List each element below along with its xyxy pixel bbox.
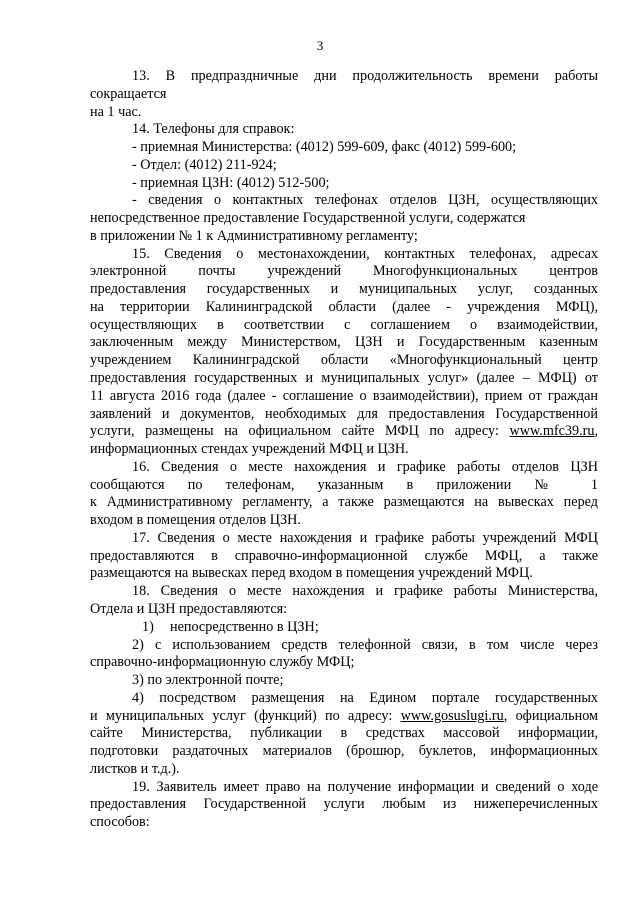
line-text: предоставления государственных и муниципальных услуг, созданных <box>90 281 598 298</box>
text-line <box>90 228 598 246</box>
text-line <box>90 477 598 495</box>
text-line <box>90 388 598 406</box>
text-line <box>90 512 598 530</box>
line-text: заявлений и документов, необходимых для предоставления Государственной <box>90 405 598 422</box>
line-text: 14. Телефоны для справок: <box>132 121 295 138</box>
text-line <box>90 299 598 317</box>
line-text: Отдела и ЦЗН предоставляются: <box>90 600 288 617</box>
line-text: на 1 час. <box>90 103 142 120</box>
line-text: информационных стендах учреждений МФЦ и ЦЗН. <box>90 441 409 458</box>
text-line <box>90 530 598 548</box>
line-text: справочно-информационную службу МФЦ; <box>90 654 355 671</box>
text-line <box>90 175 598 193</box>
line-text: 16. Сведения о месте нахождения и графике работы отделов ЦЗН <box>132 458 598 475</box>
line-text: непосредственно в ЦЗН; <box>170 618 319 635</box>
line-text: 3) по электронной почте; <box>132 672 284 689</box>
line-text: 18. Сведения о месте нахождения и графике работы Министерства, <box>132 583 598 600</box>
line-text: на территории Калининградской области (далее - учреждения МФЦ), <box>90 298 598 315</box>
text-line <box>90 672 598 690</box>
line-text: сокращается <box>90 85 167 102</box>
line-text: - Отдел: (4012) 211-924; <box>132 156 277 173</box>
line-text: электронной почты учреждений Многофункциональных центров <box>90 263 598 280</box>
line-text-after-link: , <box>594 423 599 440</box>
line-text: сообщаются по телефонам, указанным в приложении № 1 <box>90 476 598 493</box>
line-text: размещаются на вывесках перед входом в помещения учреждений МФЦ. <box>90 565 533 582</box>
line-text: непосредственное предоставление Государственной услуги, содержатся <box>90 210 526 227</box>
line-text: подготовки раздаточных материалов (брошюр, буклетов, информационных <box>90 743 598 760</box>
text-line <box>90 104 598 122</box>
line-text: сайте Министерства, публикации в средствах массовой информации, <box>90 725 598 742</box>
text-line <box>90 708 598 726</box>
line-text: 11 августа 2016 года (далее - соглашение о взаимодействии), прием от граждан <box>90 387 598 404</box>
text-line <box>90 601 598 619</box>
text-line <box>90 761 598 779</box>
text-line <box>90 157 598 175</box>
line-text: услуги, размещены на официальном сайте МФЦ по адресу: <box>90 423 499 440</box>
text-line <box>90 139 598 157</box>
text-line <box>90 263 598 281</box>
line-text: 17. Сведения о месте нахождения и графике работы учреждений МФЦ <box>132 529 598 546</box>
line-text: осуществляющих в соответствии с соглашением о взаимодействии, <box>90 316 598 333</box>
line-text: входом в помещения отделов ЦЗН. <box>90 512 301 529</box>
text-line <box>90 637 598 655</box>
text-line <box>90 370 598 388</box>
line-text: предоставляются в справочно-информационной службе МФЦ, а также <box>90 547 598 564</box>
text-line <box>90 210 598 228</box>
text-line <box>90 317 598 335</box>
line-text: в приложении № 1 к Административному регламенту; <box>90 227 418 244</box>
text-line <box>90 423 598 441</box>
website-link[interactable]: www.mfc39.ru <box>509 423 595 440</box>
text-line <box>90 246 598 264</box>
text-line <box>90 281 598 299</box>
text-line <box>90 725 598 743</box>
website-link[interactable]: www.gosuslugi.ru <box>400 707 504 724</box>
text-line <box>90 494 598 512</box>
line-text: - сведения о контактных телефонах отделов ЦЗН, осуществляющих <box>132 192 598 209</box>
line-text: - приемная Министерства: (4012) 599-609, факс (4012) 599-600; <box>132 139 517 156</box>
text-line <box>90 352 598 370</box>
line-text-after-link: , официальном <box>503 707 598 724</box>
text-line <box>90 565 598 583</box>
text-line <box>90 86 598 104</box>
text-line <box>90 459 598 477</box>
text-line <box>90 68 598 86</box>
line-text: 19. Заявитель имеет право на получение информации и сведений о ходе <box>132 778 598 795</box>
line-text: учреждением Калининградской области «Многофункциональный центр <box>90 352 598 369</box>
text-line <box>90 441 598 459</box>
document-body <box>90 68 598 832</box>
text-line <box>90 690 598 708</box>
text-line <box>90 814 598 832</box>
line-text: 13. В предпраздничные дни продолжительность времени работы <box>132 68 598 84</box>
text-line <box>90 654 598 672</box>
text-line <box>90 743 598 761</box>
line-text: - приемная ЦЗН: (4012) 512-500; <box>132 174 330 191</box>
text-line <box>90 619 598 637</box>
line-text: заключенным между Министерством, ЦЗН и Государственным казенным <box>90 334 598 351</box>
text-line <box>90 192 598 210</box>
line-text: предоставления государственных и муниципальных услуг» (далее – МФЦ) от <box>90 370 598 387</box>
line-text: 4) посредством размещения на Едином портале государственных <box>132 689 598 706</box>
line-text: и муниципальных услуг (функций) по адресу: <box>90 707 393 724</box>
line-text: 15. Сведения о местонахождении, контактных телефонах, адресах <box>132 245 598 262</box>
line-text: 2) с использованием средств телефонной связи, в том числе через <box>132 636 598 653</box>
text-line <box>90 779 598 797</box>
text-line <box>90 334 598 352</box>
line-text: листков и т.д.). <box>90 760 180 777</box>
text-line <box>90 583 598 601</box>
line-text: способов: <box>90 814 150 831</box>
text-line <box>90 796 598 814</box>
page-number: 3 <box>316 38 324 53</box>
text-line <box>90 121 598 139</box>
list-marker: 1) <box>142 618 154 635</box>
text-line <box>90 548 598 566</box>
line-text: предоставления Государственной услуги любым из нижеперечисленных <box>90 796 598 813</box>
text-line <box>90 406 598 424</box>
line-text: к Административному регламенту, а также размещаются на вывесках перед <box>90 494 598 511</box>
